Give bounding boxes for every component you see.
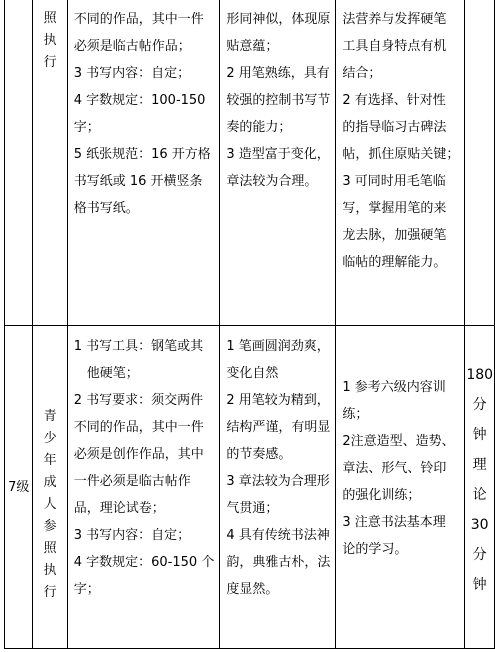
standard-line: 结构严谨，有明显	[226, 420, 331, 435]
target-char: 执	[43, 33, 57, 48]
standards-cell	[220, 326, 336, 649]
standards-cell	[220, 0, 336, 326]
target-char: 照	[43, 541, 57, 556]
content-line: 3 可同时用毛笔临	[342, 174, 446, 189]
standard-line: 气贯通；	[226, 501, 279, 516]
requirement-line: 一件必须是临古帖作	[73, 474, 191, 489]
requirements-cell	[67, 326, 220, 649]
hours-char: 30	[470, 517, 489, 533]
requirement-line: 不同的作品，其中一件	[73, 420, 204, 435]
content-line: 章法、形气、铃印	[342, 461, 447, 476]
requirement-line: 1 书写工具：钢笔或其	[73, 339, 204, 354]
requirement-line: 书写纸或 16 开横竖条	[73, 174, 203, 189]
content-line: 的强化训练；	[342, 488, 421, 503]
curriculum-table	[4, 0, 495, 649]
content-line: 龙去脉，加强硬笔	[342, 228, 447, 243]
standard-line: 较强的控制书写节	[226, 93, 331, 108]
requirement-line: 格书写纸。	[73, 201, 139, 216]
level-cell	[5, 0, 33, 326]
requirements-cell	[67, 0, 220, 326]
standard-line: 变化自然	[226, 366, 279, 381]
content-line: 临帖的理解能力。	[342, 255, 447, 270]
standard-line: 章法较为合理。	[226, 174, 318, 189]
content-line: 3 注意书法基本理	[342, 515, 446, 530]
requirement-line: 2 书写要求：须交两件	[73, 393, 204, 408]
content-line: 1 参考六级内容训	[342, 380, 446, 395]
hours-char: 论	[472, 487, 487, 503]
table-row	[5, 0, 495, 326]
target-char: 成	[43, 475, 57, 490]
target-char: 行	[43, 585, 57, 600]
hours-char: 钟	[472, 427, 487, 443]
standard-line: 2 用笔较为精到，	[226, 393, 330, 408]
target-char: 执	[43, 563, 57, 578]
requirement-line: 不同的作品，其中一件	[73, 12, 204, 27]
standard-line: 2 用笔熟练，具有	[226, 66, 330, 81]
standard-line: 奏的能力；	[226, 120, 292, 135]
level-cell	[5, 326, 33, 649]
target-char: 行	[43, 55, 57, 70]
target-char: 参	[43, 519, 57, 534]
hours-char: 理	[472, 457, 487, 473]
content-line: 练；	[342, 407, 369, 422]
requirement-line: 4 字数规定：60-150 个	[73, 555, 215, 570]
content-line: 写，掌握用笔的来	[342, 201, 447, 216]
hours-char: 180	[466, 367, 494, 383]
hours-cell	[465, 0, 495, 326]
content-line: 2 有选择、针对性	[342, 93, 446, 108]
standard-line: 的节奏感。	[226, 447, 292, 462]
requirement-line: 5 纸张规范：16 开方格	[73, 147, 211, 162]
requirement-line: 字；	[73, 120, 100, 135]
target-cell	[33, 326, 67, 649]
standard-line: 韵，典雅古朴，法	[226, 555, 331, 570]
standard-line: 3 章法较为合理形	[226, 474, 330, 489]
target-char: 青	[43, 409, 57, 424]
content-line: 帖，抓住原贴关键；	[342, 147, 460, 162]
requirement-line: 4 字数规定：100-150	[73, 93, 206, 108]
requirement-line: 3 书写内容：自定；	[73, 528, 191, 543]
level-label: 7级	[8, 479, 30, 495]
content-line: 论的学习。	[342, 542, 408, 557]
hours-char: 钟	[472, 577, 487, 593]
content-cell	[336, 326, 465, 649]
standard-line: 4 具有传统书法神	[226, 528, 330, 543]
hours-cell	[465, 326, 495, 649]
hours-char: 分	[472, 397, 487, 413]
hours-char: 分	[472, 547, 487, 563]
standard-line: 贴意蕴；	[226, 39, 279, 54]
requirement-line: 品，理论试卷；	[73, 501, 165, 516]
target-char: 人	[43, 497, 57, 512]
standard-line: 形同神似，体现原	[226, 12, 331, 27]
standard-line: 3 造型富于变化，	[226, 147, 330, 162]
content-line: 工具自身特点有机	[342, 39, 447, 54]
standard-line: 度显然。	[226, 582, 279, 597]
target-char: 照	[43, 11, 57, 26]
table-row	[5, 326, 495, 649]
requirement-line: 3 书写内容：自定；	[73, 66, 191, 81]
content-line: 2注意造型、造势、	[342, 434, 455, 449]
target-char: 年	[43, 453, 57, 468]
content-line: 的指导临习古碑法	[342, 120, 447, 135]
requirement-line: 字；	[73, 582, 100, 597]
requirement-line: 他硬笔；	[86, 366, 139, 381]
requirement-line: 必须是创作作品，其中	[73, 447, 204, 462]
content-line: 法营养与发挥硬笔	[342, 12, 447, 27]
content-line: 结合；	[342, 66, 382, 81]
content-cell	[336, 0, 465, 326]
requirement-line: 必须是临古帖作品；	[73, 39, 191, 54]
standard-line: 1 笔画圆润劲爽，	[226, 339, 330, 354]
target-cell	[33, 0, 67, 326]
target-char: 少	[43, 431, 57, 446]
